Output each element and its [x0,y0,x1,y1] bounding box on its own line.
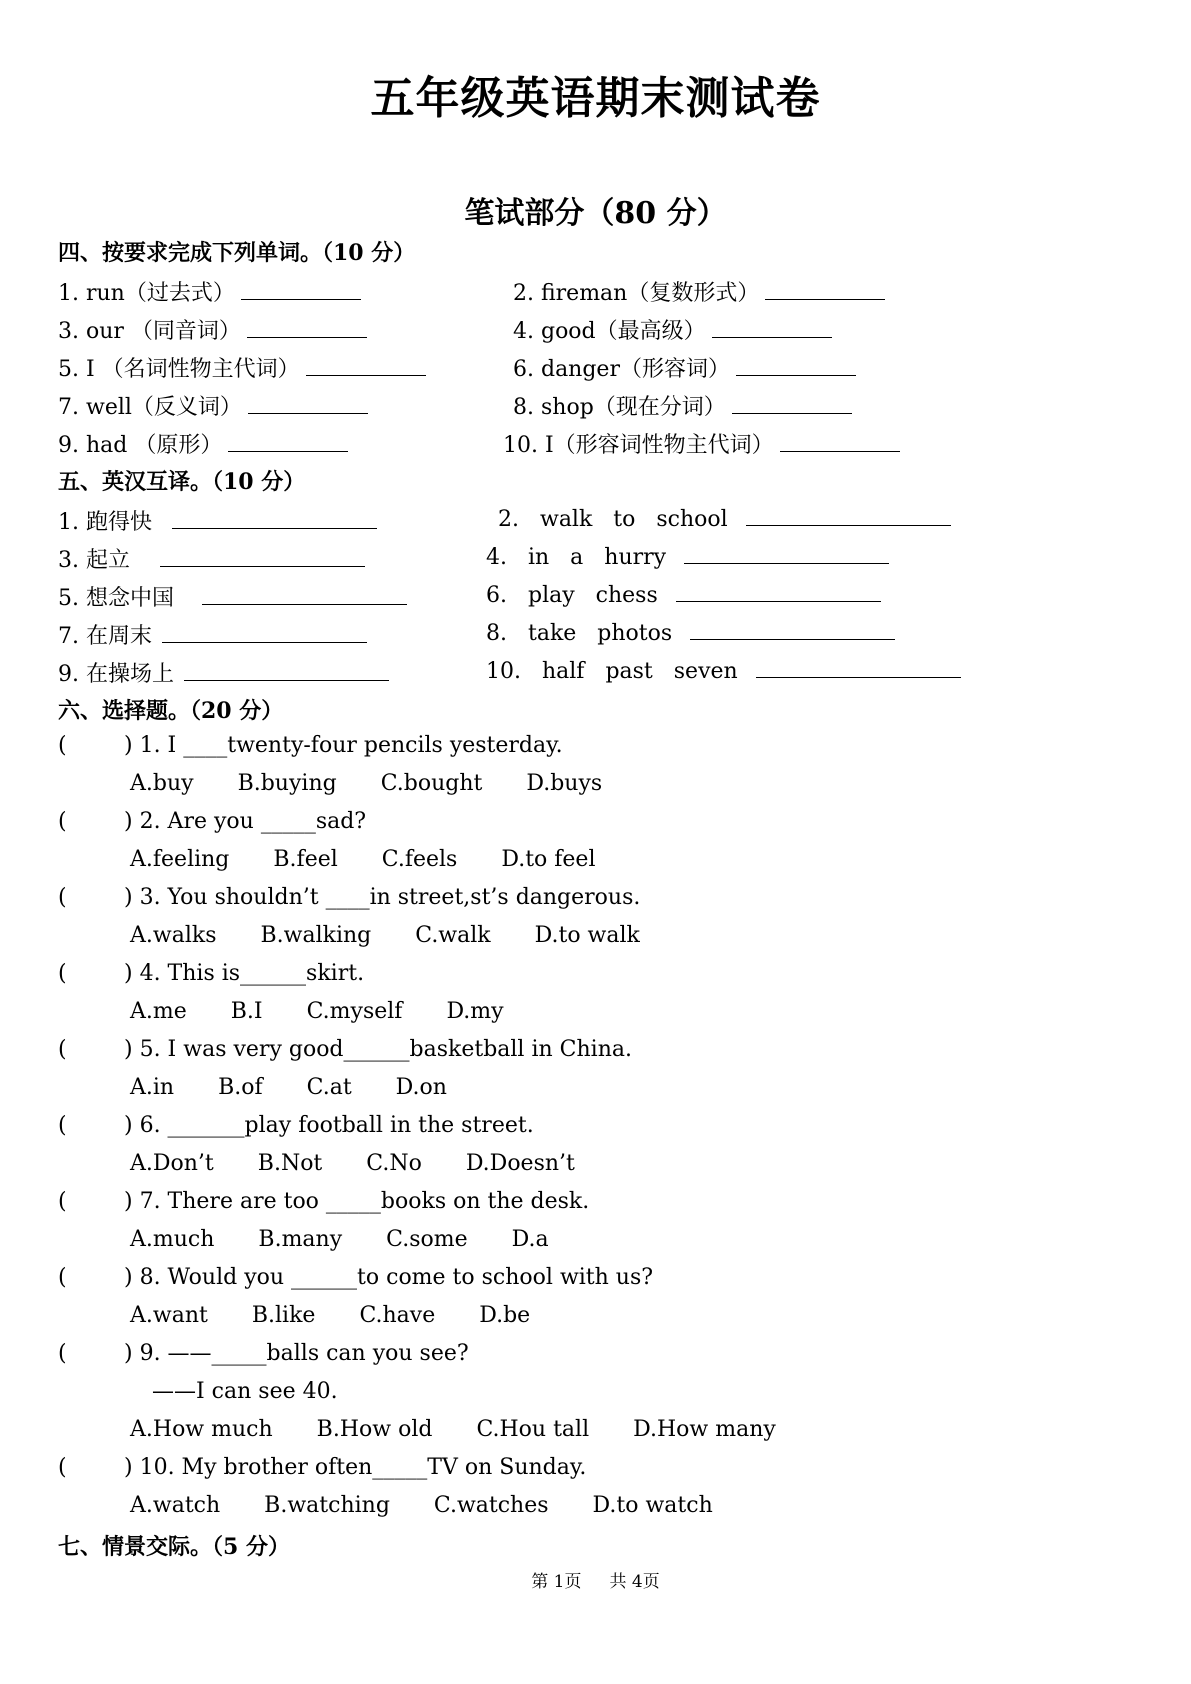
question-4: ( ) 4. This is______skirt. [58,961,365,986]
sec5-item-2: 2. walk to school [498,505,951,532]
sec5-item-8: 8. take photos [486,619,895,646]
question-3: ( ) 3. You shouldn’t ____in street,st’s dangerous. [58,885,641,910]
question-9-options: A.How much B.How old C.Hou tall D.How many [130,1417,776,1442]
question-4-options: A.me B.I C.myself D.my [130,999,504,1024]
page-title: 五年级英语期末测试卷 [370,73,821,124]
sec5-item-10: 10. half past seven [486,657,961,684]
sec4-item-2: 2. fireman（复数形式） [513,276,885,307]
page-total: 共 4页 [609,1572,660,1592]
section-6-heading: 六、选择题。（20 分） [58,698,284,724]
page-number: 第 1页 [531,1572,582,1592]
sec4-item-7: 7. well（反义词） [58,390,368,421]
question-9: ( ) 9. ——_____balls can you see? [58,1341,469,1366]
question-2: ( ) 2. Are you _____sad? [58,809,367,834]
sec4-item-9: 9. had （原形） [58,428,348,459]
question-3-options: A.walks B.walking C.walk D.to walk [130,923,640,948]
question-9-answer-line: ——I can see 40. [152,1379,338,1404]
question-6: ( ) 6. _______play football in the street. [58,1113,534,1138]
sec5-item-5: 5. 想念中国 [58,581,407,612]
question-10: ( ) 10. My brother often_____TV on Sunday. [58,1455,587,1480]
question-8-options: A.want B.like C.have D.be [130,1303,531,1328]
question-1-options: A.buy B.buying C.bought D.buys [130,771,603,796]
sec5-item-7: 7. 在周末 [58,619,367,650]
question-8: ( ) 8. Would you ______to come to school with us? [58,1265,654,1290]
question-2-options: A.feeling B.feel C.feels D.to feel [130,847,596,872]
sec5-item-3: 3. 起立 [58,543,365,574]
sec5-item-6: 6. play chess [486,581,881,608]
question-5-options: A.in B.of C.at D.on [130,1075,447,1100]
sec5-item-9: 9. 在操场上 [58,657,389,688]
sec4-item-10: 10. I（形容词性物主代词） [503,428,900,459]
sec5-item-4: 4. in a hurry [486,543,889,570]
section-subtitle: 笔试部分（80 分） [464,196,727,231]
sec4-item-8: 8. shop（现在分词） [513,390,852,421]
sec4-item-3: 3. our （同音词） [58,314,367,345]
question-7-options: A.much B.many C.some D.a [130,1227,549,1252]
sec5-item-1: 1. 跑得快 [58,505,377,536]
sec4-item-5: 5. I （名词性物主代词） [58,352,426,383]
question-5: ( ) 5. I was very good______basketball in China. [58,1037,632,1062]
question-7: ( ) 7. There are too _____books on the desk. [58,1189,590,1214]
question-6-options: A.Don’t B.Not C.No D.Doesn’t [130,1151,575,1176]
section-4-heading: 四、按要求完成下列单词。（10 分） [58,240,416,266]
question-1: ( ) 1. I ____twenty-four pencils yesterday. [58,733,563,758]
sec4-item-1: 1. run（过去式） [58,276,361,307]
question-10-options: A.watch B.watching C.watches D.to watch [130,1493,713,1518]
section-7-heading: 七、情景交际。（5 分） [58,1534,290,1560]
sec4-item-6: 6. danger（形容词） [513,352,856,383]
sec4-item-4: 4. good（最高级） [513,314,832,345]
section-5-heading: 五、英汉互译。（10 分） [58,469,306,495]
page-footer [0,1567,1191,1592]
